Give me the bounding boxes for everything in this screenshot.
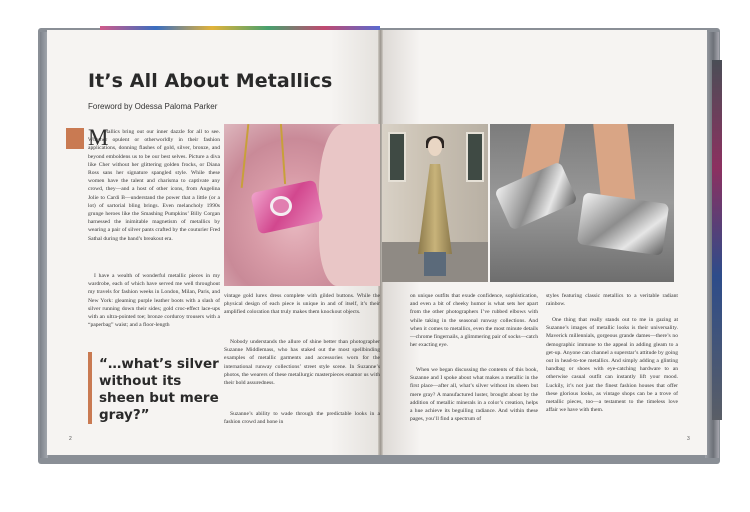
gold-dress [418, 164, 452, 254]
window [466, 132, 484, 182]
bag-chain [280, 124, 286, 184]
dropcap-letter: M [88, 125, 109, 150]
column3-paragraph1: on unique outfits that exude confidence, sophistication, and even a bit of cheeky humor is what sets her apart from the other photographers I’ve rubbed elbows with while taking in the seasonal runway collections. And when it comes to metallics, even the most minute details—chrome fingernails, a glimmering pair of socks—catch her exacting eye. [410, 293, 538, 349]
silver-bow-shoe [577, 192, 669, 255]
column2-paragraph2: Nobody understands the allure of shine better than photographer Suzanne Middlemass, who has staked out the most spellbinding examples of metallic garments and accessories worn for the international runway collections’ street style scene. In Suzanne’s photos, the wearers of these metallurgic masterpieces enamor us with their bold assuredness. [224, 339, 380, 387]
handbag-photo [224, 124, 380, 286]
street-style-photo [382, 124, 488, 282]
bag-chain [241, 124, 250, 188]
dropcap-accent-box [66, 128, 84, 149]
fur-coat [319, 124, 380, 286]
pull-quote: “…what’s silver without its sheen but mere gray?” [99, 356, 219, 423]
column4-paragraph2: One thing that really stands out to me in gazing at Suzanne’s images of metallic looks is their universality. Maverick millennials, gorgeous grande dames—there’s no demographic immune to the appeal in adding gleam to a get-up. Anyone can channel a superstar’s attitude by going out in head-to-toe metallics. And simply adding a glinting handbag or shoes with eye-catching hardware to an otherwise casual outfit can instantly lift your mood. Luckily, it’s not just the finest fashion houses that offer these glorious looks, as vintage shops can be a trove of metallic pieces, too—a testament to the timeless love affair we have with them. [546, 317, 678, 414]
window [388, 132, 406, 182]
page-number-right: 3 [687, 436, 690, 442]
cover-color-strip-right [712, 60, 722, 420]
pull-quote-bar [88, 352, 92, 424]
chapter-title: It’s All About Metallics [88, 70, 333, 92]
column3-paragraph2: When we began discussing the contents of this book, Suzanne and I spoke about what makes a metallic in the first place—after all, what’s silver without its sheen but mere gray? A manufactured luster, brought about by the addition of metallic minerals in a color’s creation, helps a hue achieve its beguiling radiance. And within these pages, you’ll find a spectrum of [410, 367, 538, 423]
silver-bow-shoe [494, 161, 578, 230]
page-number-left: 2 [69, 436, 72, 442]
head [428, 138, 442, 156]
column1-paragraph2: I have a wealth of wonderful metallic pieces in my wardrobe, each of which have served me well throughout my travels for fashion weeks in London, Milan, Paris, and New York: gleaming purple leather boots with a slash of silver running down their sides; gold croc-effect lace-ups with an ultra-pointed toe; bronze corduroy trousers with a “paperbag” waist; and a floor-length [88, 273, 220, 329]
column2-paragraph1: vintage gold lurex dress complete with gilded buttons. While the physical design of each piece is unique in and of itself, it’s their amplified coloration that truly makes them knockout objects. [224, 293, 380, 316]
column1-paragraph1: etallics bring out our inner dazzle for all to see. Whether opulent or otherworldly in their fashion applications, donning flashes of gold, silver, bronze, and beyond emboldens us to be our best selves. Picture a diva like Cher without her glittering golden frocks, or Diana Ross sans her signature spangled style. While these women have the talent and charisma to captivate any crowd, they—and a host of other icons, from Angelina Jolie to Cardi B—understand the power that a little (or a lot) of sartorial bling brings. Even melancholy 1990s grunge heroes like the Smashing Pumpkins’ Billy Corgan harnessed the inimitable magnetism of metallics by wearing a pair of silver pants crafted by the couturier Fred Sathal during the band’s breakout era. [88, 129, 220, 242]
silver-heels-photo [490, 124, 674, 282]
column2-paragraph3: Suzanne’s ability to wade through the predictable looks in a fashion crowd and hone in [224, 411, 380, 426]
foreword-byline: Foreword by Odessa Paloma Parker [88, 102, 218, 111]
bag-clasp [270, 196, 292, 216]
jeans [424, 252, 446, 276]
column4-paragraph1: styles featuring classic metallics to a veritable radiant rainbow. [546, 293, 678, 308]
